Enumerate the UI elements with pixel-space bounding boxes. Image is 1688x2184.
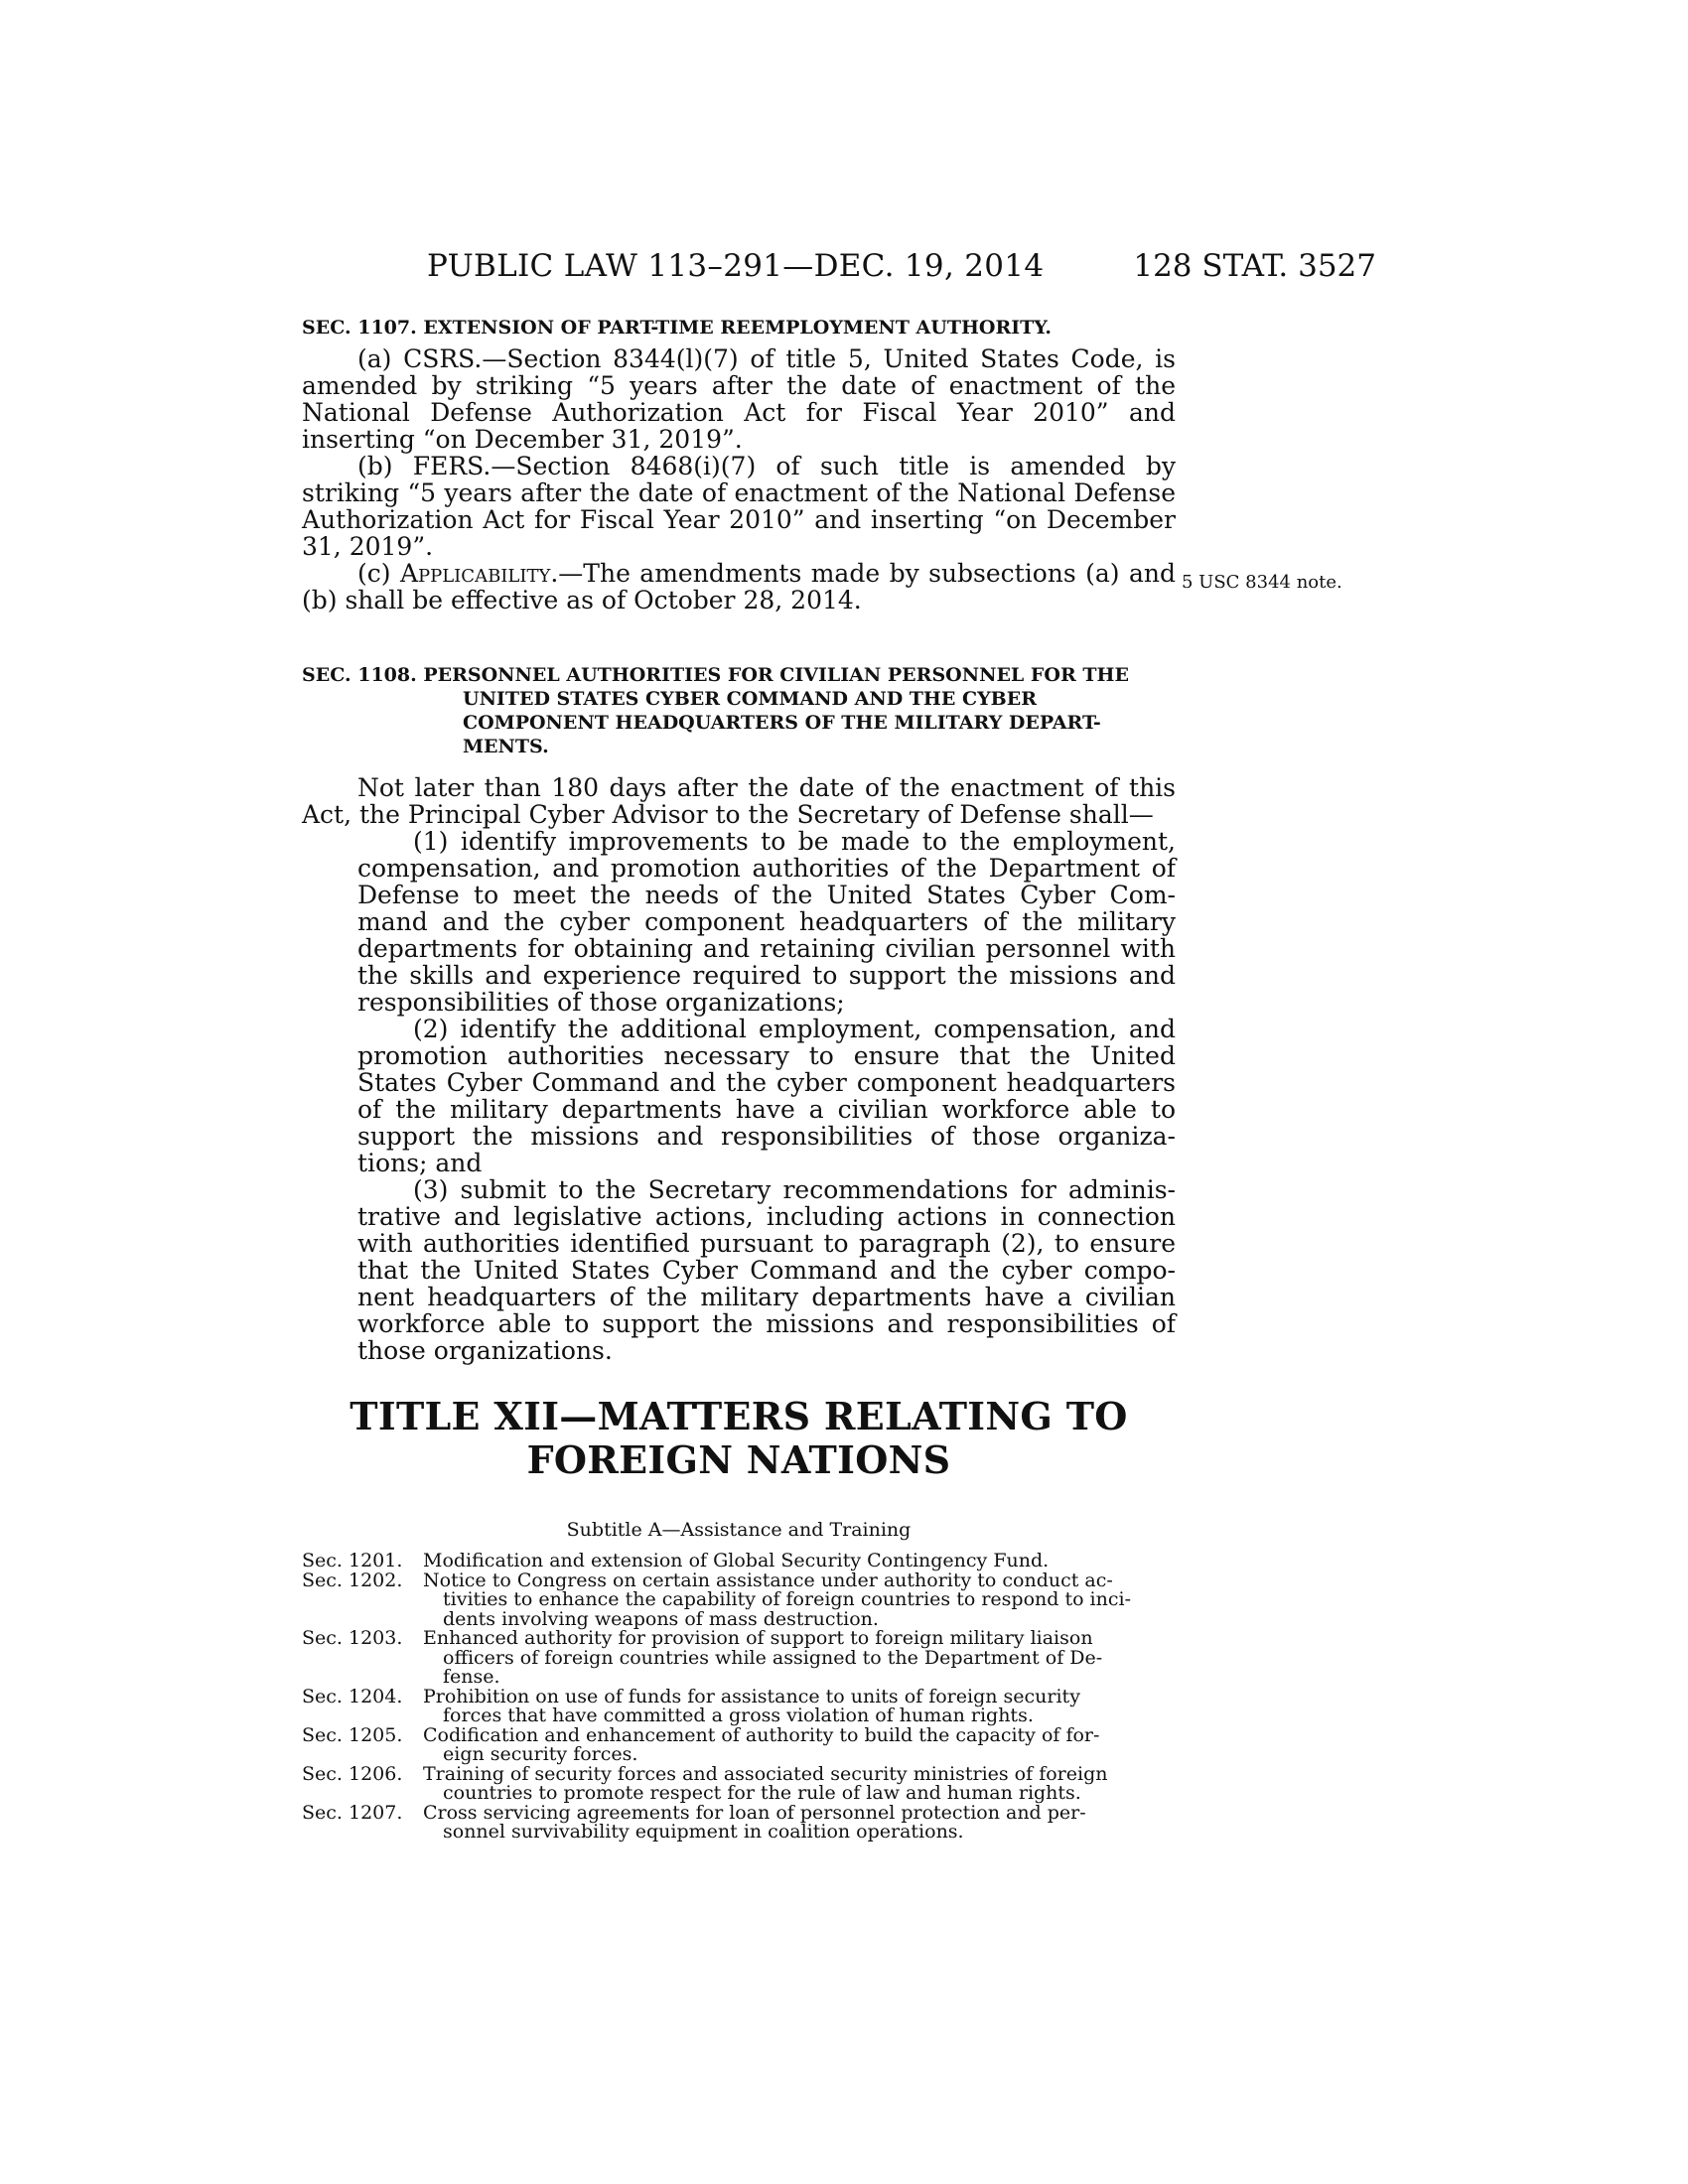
toc-item bbox=[302, 1552, 1176, 1571]
toc-section-number: Sec. 1205. bbox=[302, 1723, 403, 1746]
toc-item bbox=[302, 1629, 1176, 1688]
toc-line: countries to promote respect for the rule of law and human rights. bbox=[443, 1782, 1081, 1804]
section-1108-paragraph-1: (1) identify improvements to be made to the employment, compensation, and promotion authorities of the Department of Defense to meet the needs of the United States Cyber Com-mand and the cyber component headquarters of the military departments for obtaining and retaining civilian personnel with the skills and experience required to support the missions and responsibilities of those organizations; bbox=[357, 827, 1176, 1017]
toc-item bbox=[302, 1801, 1176, 1843]
toc-section-number: Sec. 1204. bbox=[302, 1685, 403, 1707]
title-line-1: TITLE XII—MATTERS RELATING TO bbox=[350, 1394, 1128, 1438]
toc-item bbox=[302, 1571, 1176, 1630]
section-1107-subsection-b: (b) FERS.—Section 8468(i)(7) of such title is amended by striking “5 years after the date of enactment of the National Defense Authorization Act for Fiscal Year 2010” and inserting “on December 31, 2019”. bbox=[302, 452, 1176, 561]
section-1107-subsection-c: (c) Applicability.—The amendments made by subsections (a) and (b) shall be effective as of October 28, 2014. bbox=[302, 559, 1176, 614]
running-header-right: 128 STAT. 3527 bbox=[1133, 248, 1376, 284]
section-1108 bbox=[302, 663, 1176, 1364]
toc-section-number: Sec. 1201. bbox=[302, 1550, 403, 1571]
toc-line: Cross servicing agreements for loan of personnel protection and per- bbox=[423, 1801, 1086, 1824]
section-1108-paragraph-2: (2) identify the additional employment, compensation, and promotion authorities necessary to ensure that the United States Cyber Command and the cyber component headquarters of the military departments have a civilian workforce able to support the missions and responsibilities of those organiza-tions; and bbox=[357, 1015, 1176, 1177]
title-line-2: FOREIGN NATIONS bbox=[526, 1437, 951, 1482]
toc-section-number: Sec. 1203. bbox=[302, 1627, 403, 1649]
toc-section-number: Sec. 1207. bbox=[302, 1801, 403, 1824]
toc-item bbox=[302, 1685, 1176, 1726]
margin-note-usc: 5 USC 8344 note. bbox=[1182, 572, 1342, 593]
toc-item bbox=[302, 1723, 1176, 1765]
toc-line: tivities to enhance the capability of foreign countries to respond to inci- bbox=[443, 1588, 1132, 1610]
subtitle-heading: Subtitle A—Assistance and Training bbox=[566, 1519, 912, 1541]
section-1107-heading: SEC. 1107. EXTENSION OF PART-TIME REEMPLOYMENT AUTHORITY. bbox=[302, 317, 1053, 339]
toc-section-number: Sec. 1206. bbox=[302, 1762, 403, 1785]
section-1108-paragraph-3: (3) submit to the Secretary recommendations for adminis-trative and legislative actions, including actions in connection with authorities identified pursuant to paragraph (2), to ensure that the United States Cyber Command and the cyber compo-nent headquarters of the military departments have a civilian workforce able to support the missions and responsibilities of those organizations. bbox=[357, 1175, 1176, 1365]
toc-line: Notice to Congress on certain assistance under authority to conduct ac- bbox=[423, 1569, 1113, 1591]
toc-item bbox=[302, 1762, 1176, 1804]
section-1107 bbox=[302, 316, 1176, 614]
toc-line: fense. bbox=[443, 1666, 500, 1688]
section-1108-heading: SEC. 1108. PERSONNEL AUTHORITIES FOR CIVILIAN PERSONNEL FOR THE UNITED STATES CYBER COMMAND AND THE CYBER COMPONENT HEADQUARTERS OF THE MILITARY DEPART-MENTS. bbox=[302, 664, 1129, 757]
toc-line: eign security forces. bbox=[443, 1743, 638, 1765]
toc-line: Prohibition on use of funds for assistance to units of foreign security bbox=[423, 1685, 1080, 1707]
toc-line: forces that have committed a gross violation of human rights. bbox=[443, 1705, 1034, 1726]
toc-section-number: Sec. 1202. bbox=[302, 1569, 403, 1591]
toc-line: officers of foreign countries while assigned to the Department of De- bbox=[443, 1646, 1103, 1669]
running-header-left: PUBLIC LAW 113–291—DEC. 19, 2014 bbox=[427, 248, 1045, 284]
section-1108-intro: Not later than 180 days after the date of the enactment of this Act, the Principal Cyber Advisor to the Secretary of Defense shall— bbox=[302, 773, 1176, 829]
table-of-contents bbox=[302, 1552, 1176, 1843]
toc-line: Enhanced authority for provision of support to foreign military liaison bbox=[423, 1627, 1093, 1649]
applicability-label: Applicability bbox=[399, 559, 551, 588]
toc-line: Codification and enhancement of authority to build the capacity of for- bbox=[423, 1723, 1100, 1746]
toc-line: Modification and extension of Global Security Contingency Fund. bbox=[423, 1550, 1050, 1571]
section-1107-subsection-a: (a) CSRS.—Section 8344(l)(7) of title 5, United States Code, is amended by striking “5 years after the date of enactment of the National Defense Authorization Act for Fiscal Year 2010” and inserting “on December 31, 2019”. bbox=[302, 344, 1176, 454]
toc-line: Training of security forces and associated security ministries of foreign bbox=[423, 1762, 1108, 1785]
toc-line: dents involving weapons of mass destruction. bbox=[443, 1607, 879, 1630]
title-heading bbox=[302, 1395, 1176, 1482]
toc-line: sonnel survivability equipment in coalition operations. bbox=[443, 1821, 964, 1843]
